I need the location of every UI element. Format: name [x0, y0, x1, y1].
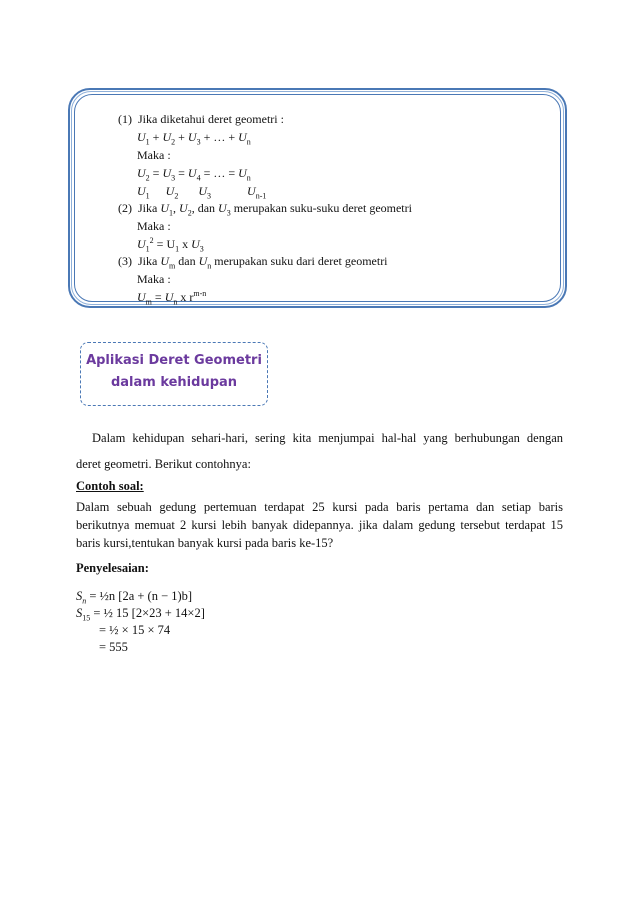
item-3-formula: $U_m = U_n$ x $r^{m-n}$ — [137, 289, 207, 307]
section-title-line-1: Aplikasi Deret Geometri — [86, 353, 262, 368]
intro-line-2: deret geometri. Berikut contohnya: — [76, 457, 251, 471]
section-title-line-2: dalam kehidupan — [110, 375, 238, 390]
item-1-series: $U_1 + U_2 + U_3$ + … + $U_n$ — [137, 130, 251, 147]
solution-line-2: $S_{15}$ = ½ 15 [2×23 + 14×2] — [76, 606, 205, 623]
item-3-intro: (3) Jika $U_m$ dan $U_n$ merupakan suku dari deret geometri — [118, 254, 388, 271]
item-2-maka: Maka : — [137, 219, 171, 233]
example-text-line-1: Dalam sebuah gedung pertemuan terdapat 25 kursi pada baris pertama dan setiap baris — [76, 500, 563, 514]
item-2-intro: (2) Jika $U_1$, $U_2$, dan $U_3$ merupakan suku-suku deret geometri — [118, 201, 412, 218]
item-1-ratio-denominators: $U_1$ $U_2$ $U_3$ $U_{n-1}$ — [137, 184, 267, 201]
item-3-maka: Maka : — [137, 272, 171, 286]
example-text-line-2: berikutnya memuat 2 kursi lebih banyak didepannya. jika dalam gedung tersebut terdapat 15 — [76, 518, 563, 532]
solution-heading: Penyelesaian: — [76, 561, 149, 575]
item-2-formula: $U_1^2 = U_1$ x $U_3$ — [137, 236, 204, 254]
example-heading: Contoh soal: — [76, 479, 144, 493]
example-text-line-3: baris kursi,tentukan banyak kursi pada baris ke-15? — [76, 536, 334, 550]
item-1-intro: (1) Jika diketahui deret geometri : — [118, 112, 284, 126]
intro-line-1: Dalam kehidupan sehari-hari, sering kita menjumpai hal-hal yang berhubungan dengan — [92, 431, 563, 445]
item-1-maka: Maka : — [137, 148, 171, 162]
solution-line-3: = ½ × 15 × 74 — [99, 623, 171, 637]
item-1-ratio-numerators: $U_2 = U_3 = U_4$ = … = $U_n$ — [137, 166, 251, 183]
solution-line-4: = 555 — [99, 640, 128, 654]
solution-line-1: $S_n$ = ½n [2a + (n − 1)b] — [76, 589, 193, 606]
